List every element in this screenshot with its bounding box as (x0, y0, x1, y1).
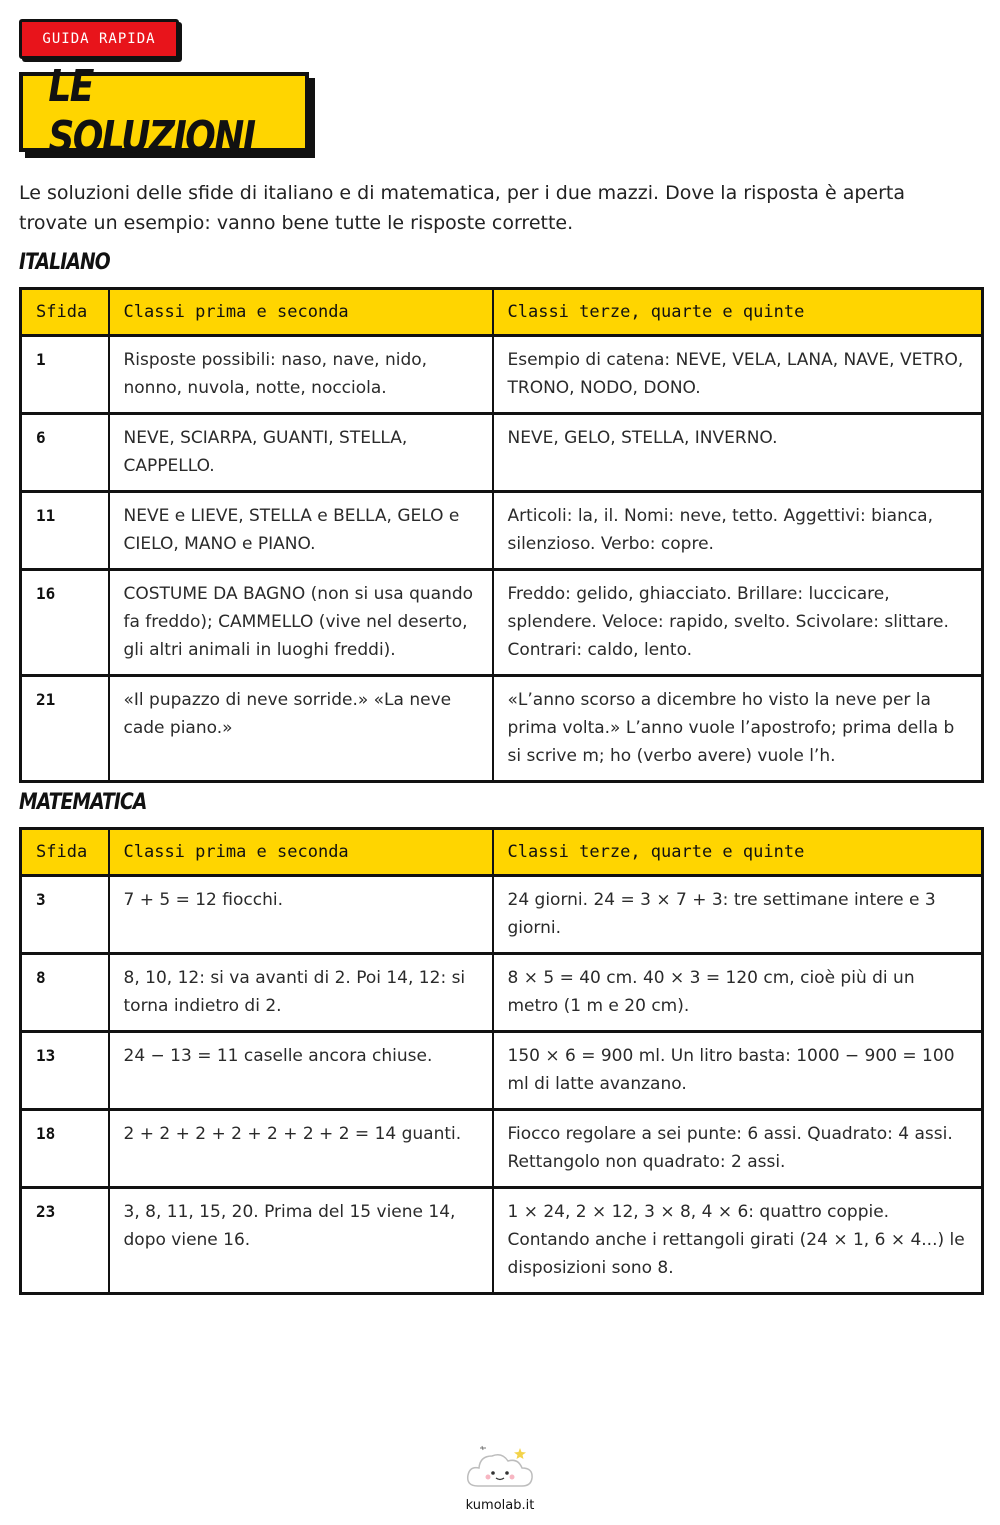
table-body-matematica (21, 876, 983, 1294)
table-body-italiano (21, 336, 983, 782)
section-title-italiano: ITALIANO (19, 250, 110, 275)
table-row (21, 1110, 983, 1188)
cell-sfida: 8 (21, 954, 109, 1032)
section-title-matematica: MATEMATICA (19, 790, 147, 815)
cell-sfida: 18 (21, 1110, 109, 1188)
cell-sfida: 1 (21, 336, 109, 414)
cell-terze-quinte: NEVE, GELO, STELLA, INVERNO. (493, 414, 983, 492)
cell-terze-quinte: Articoli: la, il. Nomi: neve, tetto. Aggettivi: bianca, silenzioso. Verbo: copre. (493, 492, 983, 570)
site-url: kumolab.it (465, 1498, 535, 1513)
cell-prima-seconda: Risposte possibili: naso, nave, nido, nonno, nuvola, notte, nocciola. (109, 336, 493, 414)
table-matematica (19, 827, 984, 1295)
table-italiano (19, 287, 984, 783)
table-row (21, 676, 983, 782)
cell-terze-quinte: 1 × 24, 2 × 12, 3 × 8, 4 × 6: quattro coppie. Contando anche i rettangoli girati (24 × 1, 6 × 4...) le disposizioni sono 8. (493, 1188, 983, 1294)
table-row (21, 1188, 983, 1294)
header-terze-quinte: Classi terze, quarte e quinte (493, 829, 983, 876)
table-row (21, 336, 983, 414)
cell-prima-seconda: COSTUME DA BAGNO (non si usa quando fa freddo); CAMMELLO (vive nel deserto, gli altri animali in luoghi freddi). (109, 570, 493, 676)
cell-terze-quinte: Freddo: gelido, ghiacciato. Brillare: luccicare, splendere. Veloce: rapido, svelto. Scivolare: slittare. Contrari: caldo, lento. (493, 570, 983, 676)
table-row (21, 1032, 983, 1110)
table-row (21, 492, 983, 570)
cloud-mascot-icon (460, 1440, 540, 1496)
footer (0, 1440, 1000, 1513)
cell-prima-seconda: 2 + 2 + 2 + 2 + 2 + 2 + 2 = 14 guanti. (109, 1110, 493, 1188)
table-header-row (21, 829, 983, 876)
header-prima-seconda: Classi prima e seconda (109, 289, 493, 336)
cell-prima-seconda: 7 + 5 = 12 fiocchi. (109, 876, 493, 954)
table-row (21, 954, 983, 1032)
header-sfida: Sfida (21, 289, 109, 336)
cell-prima-seconda: 3, 8, 11, 15, 20. Prima del 15 viene 14, dopo viene 16. (109, 1188, 493, 1294)
cell-sfida: 16 (21, 570, 109, 676)
cell-prima-seconda: 8, 10, 12: si va avanti di 2. Poi 14, 12: si torna indietro di 2. (109, 954, 493, 1032)
table-row (21, 570, 983, 676)
header-sfida: Sfida (21, 829, 109, 876)
cell-prima-seconda: NEVE e LIEVE, STELLA e BELLA, GELO e CIELO, MANO e PIANO. (109, 492, 493, 570)
cell-sfida: 11 (21, 492, 109, 570)
header-terze-quinte: Classi terze, quarte e quinte (493, 289, 983, 336)
cell-terze-quinte: Fiocco regolare a sei punte: 6 assi. Quadrato: 4 assi. Rettangolo non quadrato: 2 assi. (493, 1110, 983, 1188)
cell-sfida: 21 (21, 676, 109, 782)
cell-terze-quinte: 24 giorni. 24 = 3 × 7 + 3: tre settimane intere e 3 giorni. (493, 876, 983, 954)
cell-sfida: 23 (21, 1188, 109, 1294)
intro-text: Le soluzioni delle sfide di italiano e di matematica, per i due mazzi. Dove la risposta è aperta trovate un esempio: vanno bene tutte le risposte corrette. (19, 182, 905, 234)
cell-sfida: 13 (21, 1032, 109, 1110)
table-row (21, 414, 983, 492)
cell-sfida: 3 (21, 876, 109, 954)
cell-prima-seconda: «Il pupazzo di neve sorride.» «La neve cade piano.» (109, 676, 493, 782)
table-row (21, 876, 983, 954)
header-prima-seconda: Classi prima e seconda (109, 829, 493, 876)
cell-sfida: 6 (21, 414, 109, 492)
cell-terze-quinte: Esempio di catena: NEVE, VELA, LANA, NAVE, VETRO, TRONO, NODO, DONO. (493, 336, 983, 414)
cell-prima-seconda: NEVE, SCIARPA, GUANTI, STELLA, CAPPELLO. (109, 414, 493, 492)
cell-terze-quinte: 8 × 5 = 40 cm. 40 × 3 = 120 cm, cioè più di un metro (1 m e 20 cm). (493, 954, 983, 1032)
cell-prima-seconda: 24 − 13 = 11 caselle ancora chiuse. (109, 1032, 493, 1110)
guide-badge: GUIDA RAPIDA (19, 19, 179, 59)
table-header-row (21, 289, 983, 336)
page-title-box (19, 61, 309, 163)
page-title: LE SOLUZIONI (48, 61, 255, 163)
cell-terze-quinte: «L’anno scorso a dicembre ho visto la neve per la prima volta.» L’anno vuole l’apostrofo; prima della b si scrive m; ho (verbo avere) vuole l’h. (493, 676, 983, 782)
cell-terze-quinte: 150 × 6 = 900 ml. Un litro basta: 1000 − 900 = 100 ml di latte avanzano. (493, 1032, 983, 1110)
